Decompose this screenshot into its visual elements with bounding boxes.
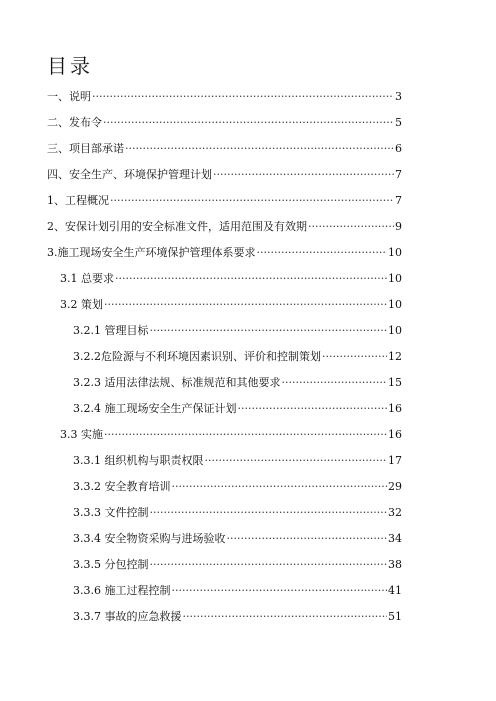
- toc-entry-label: 3.3.2 安全教育培训: [73, 480, 171, 493]
- toc-leader-dots: [205, 454, 388, 468]
- toc-leader-dots: [238, 402, 388, 416]
- toc-entry-page-number: 17: [388, 454, 402, 467]
- toc-entry[interactable]: [73, 554, 402, 572]
- toc-entry[interactable]: [73, 346, 402, 364]
- toc-entry[interactable]: [60, 294, 402, 312]
- toc-leader-dots: [104, 298, 387, 312]
- toc-entry[interactable]: [73, 320, 402, 338]
- toc-leader-dots: [150, 558, 388, 572]
- toc-entry[interactable]: [73, 606, 402, 624]
- toc-entry[interactable]: [47, 216, 402, 234]
- toc-entry-page-number: 10: [388, 246, 402, 259]
- toc-leader-dots: [227, 532, 388, 546]
- toc-entry-page-number: 16: [388, 402, 402, 415]
- toc-entry-page-number: 15: [388, 376, 402, 389]
- toc-leader-dots: [103, 116, 394, 130]
- toc-leader-dots: [308, 220, 394, 234]
- toc-entry-page-number: 16: [388, 428, 402, 441]
- toc-entry-label: 1、工程概况: [47, 194, 109, 207]
- toc-entry-label: 3.3.5 分包控制: [73, 558, 149, 571]
- toc-entry[interactable]: [73, 502, 402, 520]
- toc-entry-page-number: 5: [395, 116, 402, 129]
- toc-leader-dots: [150, 324, 388, 338]
- toc-leader-dots: [172, 584, 388, 598]
- toc-entry[interactable]: [47, 190, 402, 208]
- toc-entry-label: 3.1 总要求: [60, 272, 114, 285]
- toc-entry-page-number: 51: [388, 610, 402, 623]
- toc-entry-label: 四、安全生产、环境保护管理计划: [47, 168, 212, 181]
- toc-leader-dots: [257, 246, 388, 260]
- toc-entry-label: 3.2 策划: [60, 298, 103, 311]
- toc-entry-page-number: 10: [388, 324, 402, 337]
- toc-entry[interactable]: [47, 112, 402, 130]
- toc-entry[interactable]: [60, 268, 402, 286]
- toc-entry-label: 一、说明: [47, 90, 91, 103]
- toc-title: 目录: [47, 54, 93, 78]
- toc-leader-dots: [172, 480, 388, 494]
- toc-entry-page-number: 32: [388, 506, 402, 519]
- toc-leader-dots: [110, 194, 394, 208]
- toc-entry-label: 3.2.3 适用法律法规、标准规范和其他要求: [73, 376, 281, 389]
- toc-entry-label: 3.3.3 文件控制: [73, 506, 149, 519]
- toc-leader-dots: [125, 142, 394, 156]
- toc-entry[interactable]: [73, 580, 402, 598]
- toc-entry-page-number: 7: [395, 194, 402, 207]
- toc-entry-page-number: 10: [388, 298, 402, 311]
- toc-entry-label: 3.3 实施: [60, 428, 103, 441]
- toc-entry-label: 3.3.1 组织机构与职责权限: [73, 454, 204, 467]
- toc-entry[interactable]: [73, 398, 402, 416]
- toc-entry-label: 3.2.4 施工现场安全生产保证计划: [73, 402, 237, 415]
- toc-leader-dots: [92, 90, 394, 104]
- toc-entry-label: 3.3.6 施工过程控制: [73, 584, 171, 597]
- toc-leader-dots: [281, 376, 387, 390]
- toc-entry-label: 3.3.7 事故的应急救援: [73, 610, 182, 623]
- toc-entry[interactable]: [60, 424, 402, 442]
- toc-leader-dots: [104, 428, 387, 442]
- toc-leader-dots: [183, 610, 388, 624]
- toc-entry-page-number: 38: [388, 558, 402, 571]
- toc-entry-page-number: 9: [395, 220, 402, 233]
- toc-entry-label: 3.施工现场安全生产环境保护管理体系要求: [47, 246, 256, 259]
- toc-entry[interactable]: [73, 450, 402, 468]
- toc-entry[interactable]: [47, 86, 402, 104]
- toc-entry-label: 3.2.1 管理目标: [73, 324, 149, 337]
- toc-leader-dots: [115, 272, 387, 286]
- toc-entry[interactable]: [73, 528, 402, 546]
- toc-leader-dots: [322, 350, 387, 364]
- toc-entry[interactable]: [73, 476, 402, 494]
- toc-entry[interactable]: [73, 372, 402, 390]
- toc-entry-page-number: 3: [395, 90, 402, 103]
- toc-entry-page-number: 10: [388, 272, 402, 285]
- toc-entry-label: 2、安保计划引用的安全标准文件，适用范围及有效期: [47, 220, 307, 233]
- toc-entry-page-number: 12: [388, 350, 402, 363]
- toc-entry-page-number: 7: [395, 168, 402, 181]
- toc-entry-page-number: 6: [395, 142, 402, 155]
- toc-entry-label: 三、项目部承诺: [47, 142, 124, 155]
- toc-entry-label: 二、发布令: [47, 116, 102, 129]
- toc-leader-dots: [213, 168, 394, 182]
- toc-entry-page-number: 29: [388, 480, 402, 493]
- toc-leader-dots: [150, 506, 388, 520]
- toc-entry[interactable]: [47, 164, 402, 182]
- toc-entry-label: 3.3.4 安全物资采购与进场验收: [73, 532, 226, 545]
- toc-entry-page-number: 41: [388, 584, 402, 597]
- toc-entry[interactable]: [47, 242, 402, 260]
- toc-entry-label: 3.2.2危险源与不利环境因素识别、评价和控制策划: [73, 350, 321, 363]
- toc-entry-page-number: 34: [388, 532, 402, 545]
- toc-entry[interactable]: [47, 138, 402, 156]
